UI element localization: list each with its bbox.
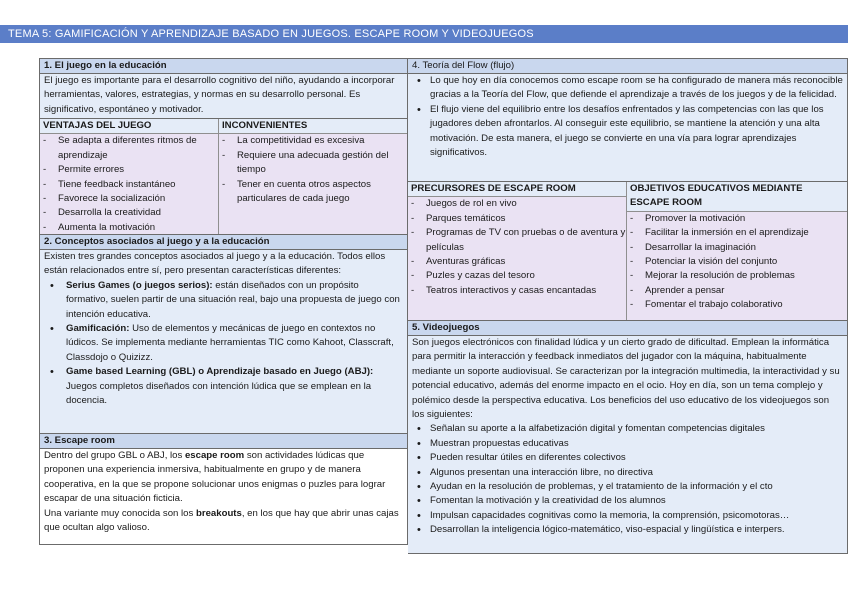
disadvantage-item: - Tener en cuenta otros aspectos particulares de cada juego (219, 178, 407, 207)
advantage-item: - Se adapta a diferentes ritmos de aprendizaje (40, 134, 218, 163)
objective-item: - Desarrollar la imaginación (627, 241, 847, 255)
benefit-item: • Pueden resultar útiles en diferentes colectivos (412, 451, 843, 465)
flow-bullet: • El flujo viene del equilibrio entre los desafíos enfrentados y las competencias con las que los jugadores deben afrontarlos. Al conseguir este equilibrio, se mantiene la atención y una alta motivación. De esta manera, el juego se convierte en una vía para lograr aprendizajes significativos. (412, 103, 843, 161)
section-3-heading: 3. Escape room (40, 433, 407, 449)
document-title-banner: TEMA 5: GAMIFICACIÓN Y APRENDIZAJE BASADO EN JUEGOS. ESCAPE ROOM Y VIDEOJUEGOS (0, 25, 848, 43)
precursor-item: - Teatros interactivos y casas encantadas (408, 284, 626, 298)
section-4-heading: 4. Teoría del Flow (flujo) (408, 58, 847, 74)
benefit-item: • Desarrollan la inteligencia lógico-matemático, viso-espacial y lingüística e interpers. (412, 523, 843, 537)
flow-bullet: • Lo que hoy en día conocemos como escape room se ha configurado de manera más reconocible gracias a la Teoría del Flow, que defiende el aprendizaje a través de los juegos y de la felicidad. (412, 74, 843, 103)
pros-cons-table (40, 118, 407, 234)
benefit-item: • Algunos presentan una interacción libre, no directiva (412, 466, 843, 480)
precursors-objectives-table (408, 181, 847, 320)
disadvantage-item: - La competitividad es excesiva (219, 134, 407, 148)
advantage-item: - Desarrolla la creatividad (40, 206, 218, 220)
objective-item: - Fomentar el trabajo colaborativo (627, 298, 847, 312)
objective-item: - Mejorar la resolución de problemas (627, 269, 847, 283)
escape-room-definition: Dentro del grupo GBL o ABJ, los escape room son actividades lúdicas que proponen una experiencia inmersiva, habitualmente en grupo y de manera cooperativa, en la que se propone solucionar unos enigmas o puzles para lograr escapar de una situación ficticia. (44, 450, 386, 505)
section-5-heading: 5. Videojuegos (408, 320, 847, 336)
disadvantages-heading: INCONVENIENTES (219, 119, 407, 134)
precursor-item: - Parques temáticos (408, 212, 626, 226)
concept-term: Serius Games (o juegos serios): (66, 279, 213, 291)
section-2-intro: Existen tres grandes conceptos asociados al juego y a la educación. Todos ellos están relacionados entre sí, pero presentan características diferentes: (44, 251, 386, 277)
disadvantage-item: - Requiere una adecuada gestión del tiempo (219, 149, 407, 178)
benefit-item: • Fomentan la motivación y la creatividad de los alumnos (412, 494, 843, 508)
precursor-item: - Programas de TV con pruebas o de aventura y películas (408, 226, 626, 255)
section-2-heading: 2. Conceptos asociados al juego y a la educación (40, 234, 407, 250)
left-column (39, 58, 408, 545)
objective-item: - Promover la motivación (627, 212, 847, 226)
objective-item: - Facilitar la inmersión en el aprendizaje (627, 226, 847, 240)
advantage-item: - Tiene feedback instantáneo (40, 178, 218, 192)
concept-item (44, 322, 403, 365)
objectives-heading: OBJETIVOS EDUCATIVOS MEDIANTE ESCAPE ROOM (627, 182, 847, 212)
advantage-item: - Permite errores (40, 163, 218, 177)
advantages-heading: VENTAJAS DEL JUEGO (40, 119, 218, 134)
concept-term: Gamificación: (66, 323, 130, 335)
benefit-item: • Impulsan capacidades cognitivas como la memoria, la comprensión, psicomotoras… (412, 509, 843, 523)
precursor-item: - Aventuras gráficas (408, 255, 626, 269)
videogames-body (408, 336, 847, 554)
concept-item (44, 365, 403, 408)
concept-text: Uso de elementos y mecánicas de juego en contextos no lúdicos. Se implementa mediante herramientas TIC como Kahoot, Classcraft, Classdojo o Quizizz. (66, 323, 394, 363)
section-3-body (40, 449, 407, 545)
objectives-column (626, 182, 847, 320)
concept-item (44, 279, 403, 322)
breakouts-definition: Una variante muy conocida son los breakouts, en los que hay que abrir unas cajas que ocultan algo valioso. (44, 507, 399, 534)
advantage-item: - Favorece la socialización (40, 192, 218, 206)
section-1-heading: 1. El juego en la educación (40, 58, 407, 74)
benefit-item: • Señalan su aporte a la alfabetización digital y fomentan competencias digitales (412, 422, 843, 436)
precursor-item: - Juegos de rol en vivo (408, 197, 626, 211)
section-1-intro: El juego es importante para el desarrollo cognitivo del niño, ayudando a incorporar herramientas, valores, estrategias, y normas en su desarrollo personal. Es significativo, espontáneo y motivador. (40, 74, 407, 118)
disadvantages-column (218, 119, 407, 234)
benefit-item: • Muestran propuestas educativas (412, 437, 843, 451)
concept-term: Game based Learning (GBL) o Aprendizaje basado en Juego (ABJ): (66, 366, 374, 378)
precursors-heading: PRECURSORES DE ESCAPE ROOM (408, 182, 626, 197)
concept-text: están diseñados con un propósito formativo, suelen partir de una situación real, bajo una propuesta de juego con intención educativa. (66, 279, 400, 320)
concept-text: Juegos completos diseñados con intención lúdica que se emplean en la docencia. (66, 380, 372, 407)
objective-item: - Aprender a pensar (627, 284, 847, 298)
objective-item: - Potenciar la visión del conjunto (627, 255, 847, 269)
benefit-item: • Ayudan en la resolución de problemas, y el tratamiento de la información y el cto (412, 480, 843, 494)
advantages-column (40, 119, 218, 234)
precursors-column (408, 182, 626, 320)
flow-theory-body (408, 74, 847, 181)
precursor-item: - Puzles y cazas del tesoro (408, 269, 626, 283)
section-2-body (40, 250, 407, 433)
videogames-intro: Son juegos electrónicos con finalidad lúdica y un cierto grado de dificultad. Emplean la informática para permitir la interacción y feedback inmediatos del jugador con la máquina, habitualmente mediante un soporte audiovisual. Se caracterizan por la integración multimedia, la interactividad y su potencial educativo, además del enorme impacto en el ocio. Hoy en día, son un tema complejo y polémico desde la perspectiva educativa. Los beneficios del uso educativo de los videojuegos son los siguientes: (412, 337, 840, 421)
advantage-item: - Aumenta la motivación (40, 221, 218, 235)
right-column (408, 58, 848, 554)
